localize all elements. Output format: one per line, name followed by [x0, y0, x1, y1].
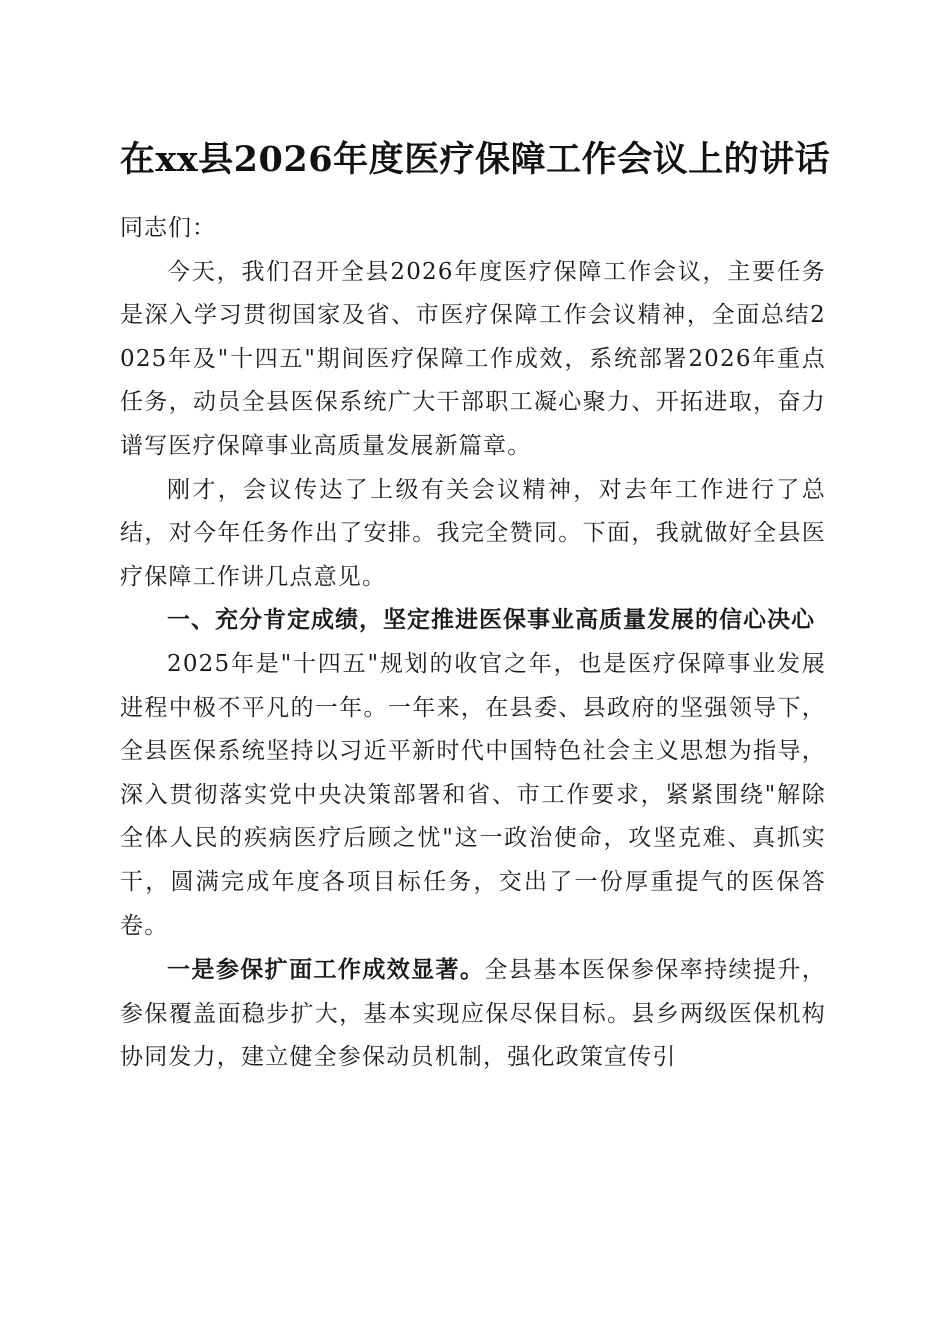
paragraph-opening: 今天，我们召开全县2026年度医疗保障工作会议，主要任务是深入学习贯彻国家及省、市医疗保障工作会议精神，全面总结2025年及"十四五"期间医疗保障工作成效，系统部署2026年重点任务，动员全县医保系统广大干部职工凝心聚力、开拓进取，奋力谱写医疗保障事业高质量发展新篇章。 — [120, 258, 826, 459]
paragraph-agreement: 刚才，会议传达了上级有关会议精神，对去年工作进行了总结，对今年任务作出了安排。我完全赞同。下面，我就做好全县医疗保障工作讲几点意见。 — [120, 476, 826, 590]
paragraph-achievements: 2025年是"十四五"规划的收官之年，也是医疗保障事业发展进程中极不平凡的一年。一年来，在县委、县政府的坚强领导下，全县医保系统坚持以习近平新时代中国特色社会主义思想为指导，深入贯彻落实党中央决策部署和省、市工作要求，紧紧围绕"解除全体人民的疾病医疗后顾之忧"这一政治使命，攻坚克难、真抓实干，圆满完成年度各项目标任务，交出了一份厚重提气的医保答卷。 — [120, 650, 826, 939]
salutation: 同志们： — [120, 215, 216, 241]
paragraph-enrollment-text: 全县基本医保参保率持续提升，参保覆盖面稳步扩大，基本实现应保尽保目标。县乡两级医保机构协同发力，建立健全参保动员机制，强化政策宣传引 — [120, 957, 826, 1071]
section-heading-1: 一、充分肯定成绩，坚定推进医保事业高质量发展的信心决心 — [167, 607, 815, 634]
document-title: 在xx县2026年度医疗保障工作会议上的讲话 — [119, 139, 831, 180]
document-body — [120, 207, 826, 1080]
paragraph-enrollment-lead: 一是参保扩面工作成效显著。 — [167, 956, 485, 984]
paragraph-enrollment — [120, 948, 826, 1080]
